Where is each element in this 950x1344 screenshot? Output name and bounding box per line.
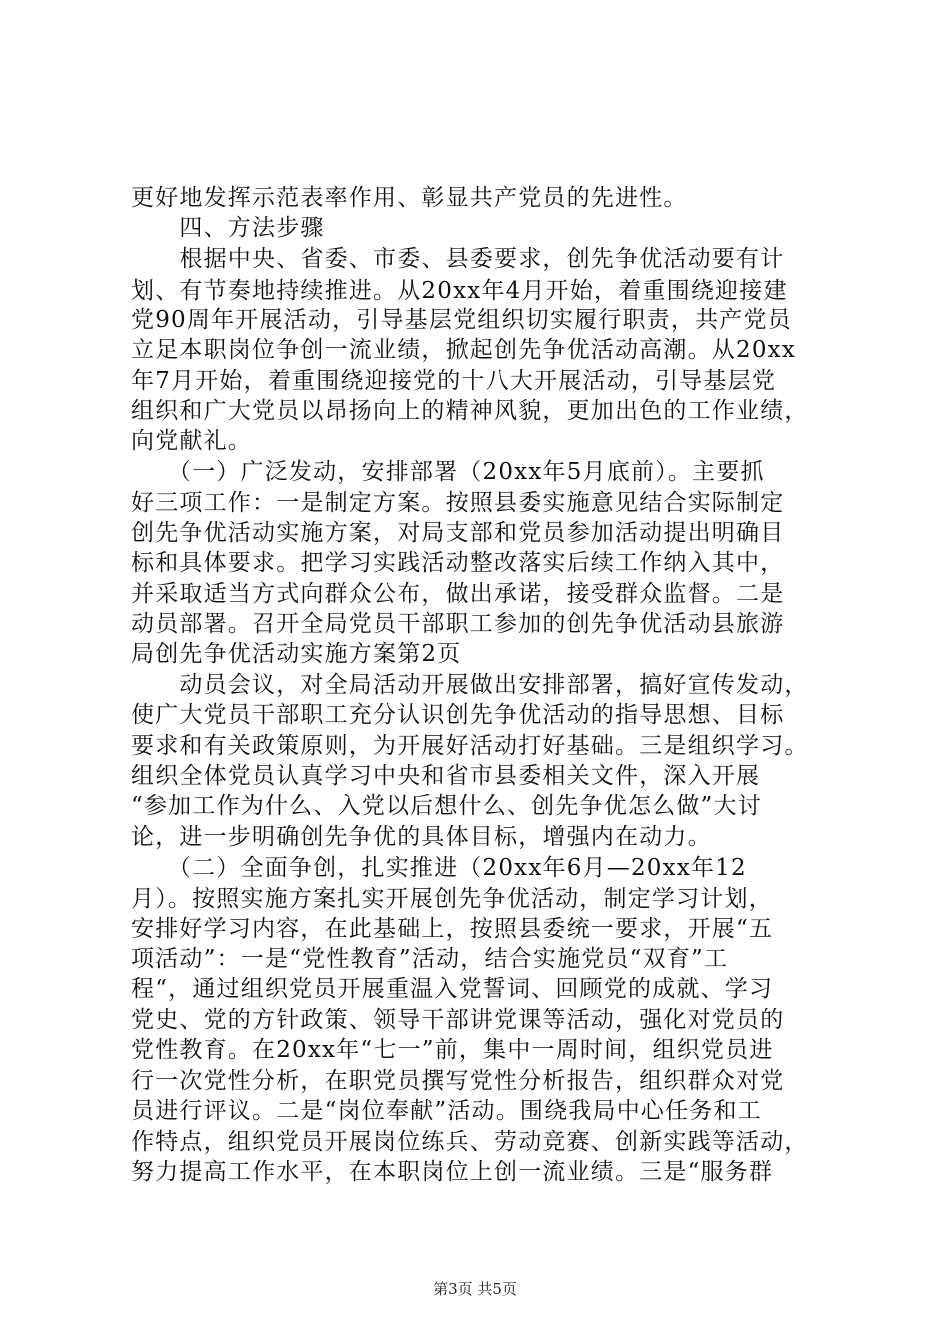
text-line: 组织和广大党员以昂扬向上的精神风貌，更加出色的工作业绩， bbox=[131, 398, 809, 424]
text-line: 月）。按照实施方案扎实开展创先争优活动，制定学习计划， bbox=[131, 886, 773, 912]
text-line: 根据中央、省委、市委、县委要求，创先争优活动要有计 bbox=[131, 246, 785, 272]
text-line: 并采取适当方式向群众公布，做出承诺，接受群众监督。二是 bbox=[131, 581, 785, 607]
text-line: 好三项工作：一是制定方案。按照县委实施意见结合实际制定 bbox=[131, 490, 785, 516]
text-line: 使广大党员干部职工充分认识创先争优活动的指导思想、目标 bbox=[131, 702, 785, 728]
text-line: 年7月开始，着重围绕迎接党的十八大开展活动，引导基层党 bbox=[131, 368, 777, 394]
text-line: 项活动”：一是“党性教育”活动，结合实施党员“双育”工 bbox=[131, 946, 729, 972]
text-line: 创先争优活动实施方案，对局支部和党员参加活动提出明确目 bbox=[131, 520, 785, 546]
text-line: 要求和有关政策原则，为开展好活动打好基础。三是组织学习。 bbox=[131, 733, 809, 759]
text-line: 向党献礼。 bbox=[131, 428, 252, 454]
text-line: 党史、党的方针政策、领导干部讲党课等活动，强化对党员的 bbox=[131, 1007, 785, 1033]
text-line: （一）广泛发动，安排部署（20xx年5月底前）。主要抓 bbox=[131, 459, 765, 485]
text-line: 四、方法步骤 bbox=[131, 215, 325, 241]
text-line: 安排好学习内容，在此基础上，按照县委统一要求，开展“五 bbox=[131, 916, 774, 942]
text-line: 更好地发挥示范表率作用、彰显共产党员的先进性。 bbox=[131, 185, 688, 211]
text-line: 划、有节奏地持续推进。从20xx年4月开始，着重围绕迎接建 bbox=[131, 278, 788, 304]
text-line: 论，进一步明确创先争优的具体目标，增强内在动力。 bbox=[131, 824, 712, 850]
text-line: 作特点，组织党员开展岗位练兵、劳动竞赛、创新实践等活动， bbox=[131, 1129, 809, 1155]
text-line: “参加工作为什么、入党以后想什么、创先争优怎么做”大讨 bbox=[131, 793, 762, 819]
page-footer: 第3页 共5页 bbox=[433, 1280, 517, 1298]
text-line: 动员会议，对全局活动开展做出安排部署，搞好宣传发动， bbox=[131, 672, 809, 698]
text-line: 组织全体党员认真学习中央和省市县委相关文件，深入开展 bbox=[131, 763, 761, 789]
text-line: 标和具体要求。把学习实践活动整改落实后续工作纳入其中， bbox=[131, 550, 785, 576]
text-line: 员进行评议。二是“岗位奉献”活动。围绕我局中心任务和工 bbox=[131, 1098, 762, 1124]
text-line: 努力提高工作水平，在本职岗位上创一流业绩。三是“服务群 bbox=[131, 1159, 774, 1185]
text-line: 行一次党性分析，在职党员撰写党性分析报告，组织群众对党 bbox=[131, 1068, 785, 1094]
text-line: （二）全面争创，扎实推进（20xx年6月—20xx年12 bbox=[131, 855, 747, 881]
text-line: 党90周年开展活动，引导基层党组织切实履行职责，共产党员 bbox=[131, 307, 792, 333]
text-line: 动员部署。召开全局党员干部职工参加的创先争优活动县旅游 bbox=[131, 611, 785, 637]
text-line: 立足本职岗位争创一流业绩，掀起创先争优活动高潮。从20xx bbox=[131, 337, 797, 363]
text-line: 程“，通过组织党员开展重温入党誓词、回顾党的成就、学习 bbox=[131, 976, 774, 1002]
text-line: 党性教育。在20xx年“七一”前，集中一周时间，组织党员进 bbox=[131, 1037, 774, 1063]
text-line: 局创先争优活动实施方案第2页 bbox=[131, 641, 462, 667]
